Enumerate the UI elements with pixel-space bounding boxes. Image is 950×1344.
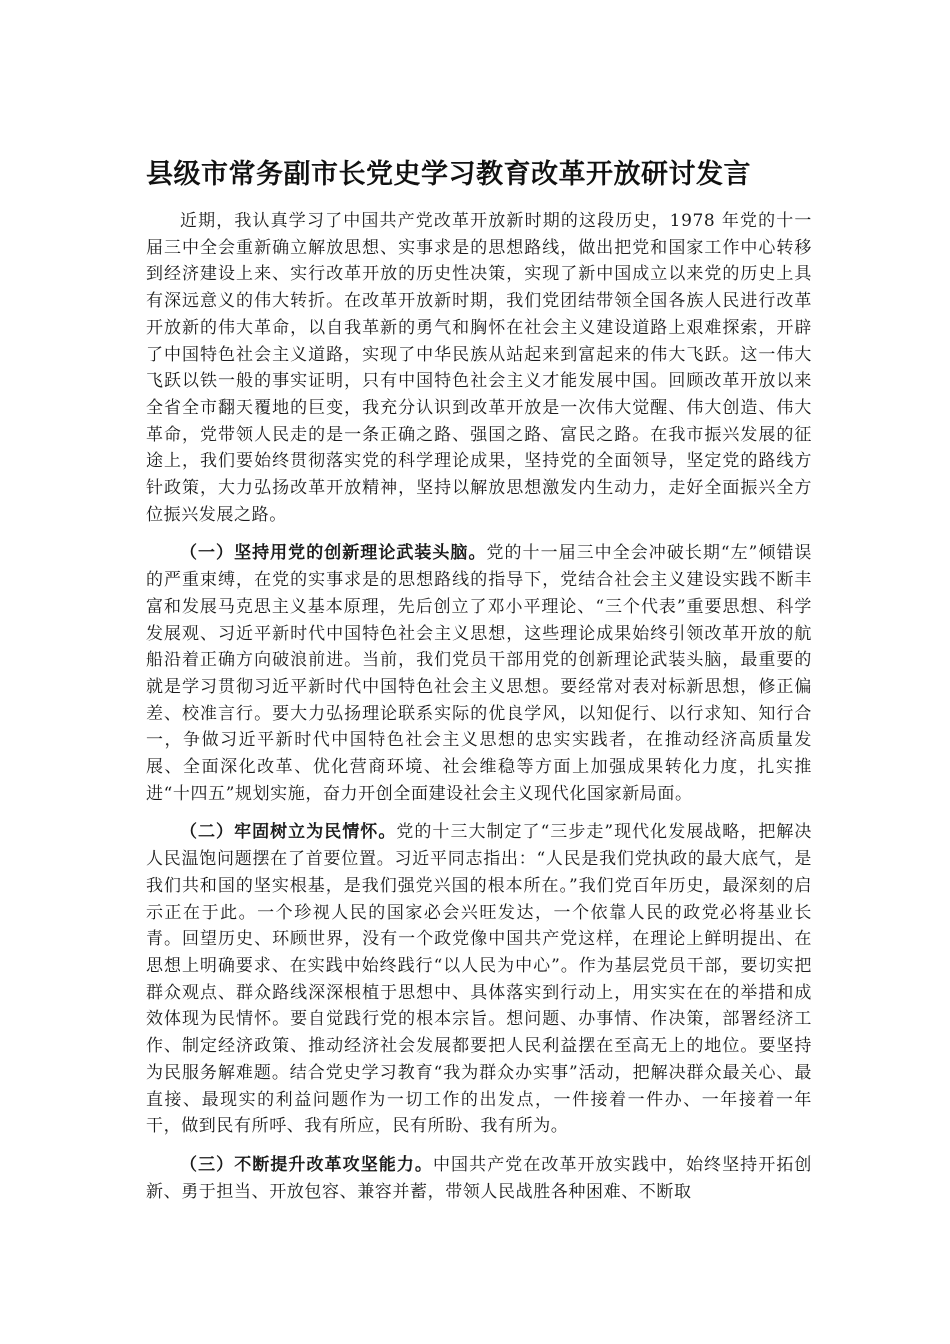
section-text-3: 中国共产党在改革开放实践中，始终坚持开拓创新、勇于担当、开放包容、兼容并蓄，带领人民战胜各种困难、不断取 xyxy=(146,1154,812,1202)
section-paragraph-1 xyxy=(146,540,812,807)
intro-paragraph: 近期，我认真学习了中国共产党改革开放新时期的这段历史，1978 年党的十一届三中全会重新确立解放思想、实事求是的思想路线，做出把党和国家工作中心转移到经济建设上来、实行改革开放的历史性决策，实现了新中国成立以来党的历史上具有深远意义的伟大转折。在改革开放新时期，我们党团结带领全国各族人民进行改革开放新的伟大革命，以自我革新的勇气和胸怀在社会主义建设道路上艰难探索，开辟了中国特色社会主义道路，实现了中华民族从站起来到富起来的伟大飞跃。这一伟大飞跃以铁一般的事实证明，只有中国特色社会主义才能发展中国。回顾改革开放以来全省全市翻天覆地的巨变，我充分认识到改革开放是一次伟大觉醒、伟大创造、伟大革命，党带领人民走的是一条正确之路、强国之路、富民之路。在我市振兴发展的征途上，我们要始终贯彻落实党的科学理论成果，坚持党的全面领导，坚定党的路线方针政策，大力弘扬改革开放精神，坚持以解放思想激发内生动力，走好全面振兴全方位振兴发展之路。 xyxy=(146,211,812,525)
section-heading-2: （二）牢固树立为民情怀。 xyxy=(180,822,397,843)
section-paragraph-2 xyxy=(146,819,812,1139)
document-title: 县级市常务副市长党史学习教育改革开放研讨发言 xyxy=(146,159,751,190)
section-text-1: 党的十一届三中全会冲破长期“左”倾错误的严重束缚，在党的实事求是的思想路线的指导下，党结合社会主义建设实践不断丰富和发展马克思主义基本原理，先后创立了邓小平理论、“三个代表”重要思想、科学发展观、习近平新时代中国特色社会主义思想，这些理论成果始终引领改革开放的航船沿着正确方向破浪前进。当前，我们党员干部用党的创新理论武装头脑，最重要的就是学习贯彻习近平新时代中国特色社会主义思想。要经常对表对标新思想，修正偏差、校准言行。要大力弘扬理论联系实际的优良学风，以知促行、以行求知、知行合一，争做习近平新时代中国特色社会主义思想的忠实实践者，在推动经济高质量发展、全面深化改革、优化营商环境、社会维稳等方面上加强成果转化力度，扎实推进“十四五”规划实施，奋力开创全面建设社会主义现代化国家新局面。 xyxy=(146,543,813,804)
section-text-2: 党的十三大制定了“三步走”现代化发展战略，把解决人民温饱问题摆在了首要位置。习近平同志指出：“人民是我们党执政的最大底气，是我们共和国的坚实根基，是我们强党兴国的根本所在。”我们党百年历史，最深刻的启示正在于此。一个珍视人民的国家必会兴旺发达，一个依靠人民的政党必将基业长青。回望历史、环顾世界，没有一个政党像中国共产党这样，在理论上鲜明提出、在思想上明确要求、在实践中始终践行“以人民为中心”。作为基层党员干部，要切实把群众观点、群众路线深深根植于思想中、具体落实到行动上，用实实在在的举措和成效体现为民情怀。要自觉践行党的根本宗旨。想问题、办事情、作决策，部署经济工作、制定经济政策、推动经济社会发展都要把人民利益摆在至高无上的地位。要坚持为民服务解难题。结合党史学习教育“我为群众办实事”活动，把解决群众最关心、最直接、最现实的利益问题作为一切工作的出发点，一件接着一件办、一年接着一年干，做到民有所呼、我有所应，民有所盼、我有所为。 xyxy=(146,822,813,1137)
section-heading-1: （一）坚持用党的创新理论武装头脑。 xyxy=(180,543,487,564)
section-paragraph-3 xyxy=(146,1152,812,1205)
section-heading-3: （三）不断提升改革攻坚能力。 xyxy=(180,1154,433,1175)
document-body xyxy=(146,208,812,1217)
